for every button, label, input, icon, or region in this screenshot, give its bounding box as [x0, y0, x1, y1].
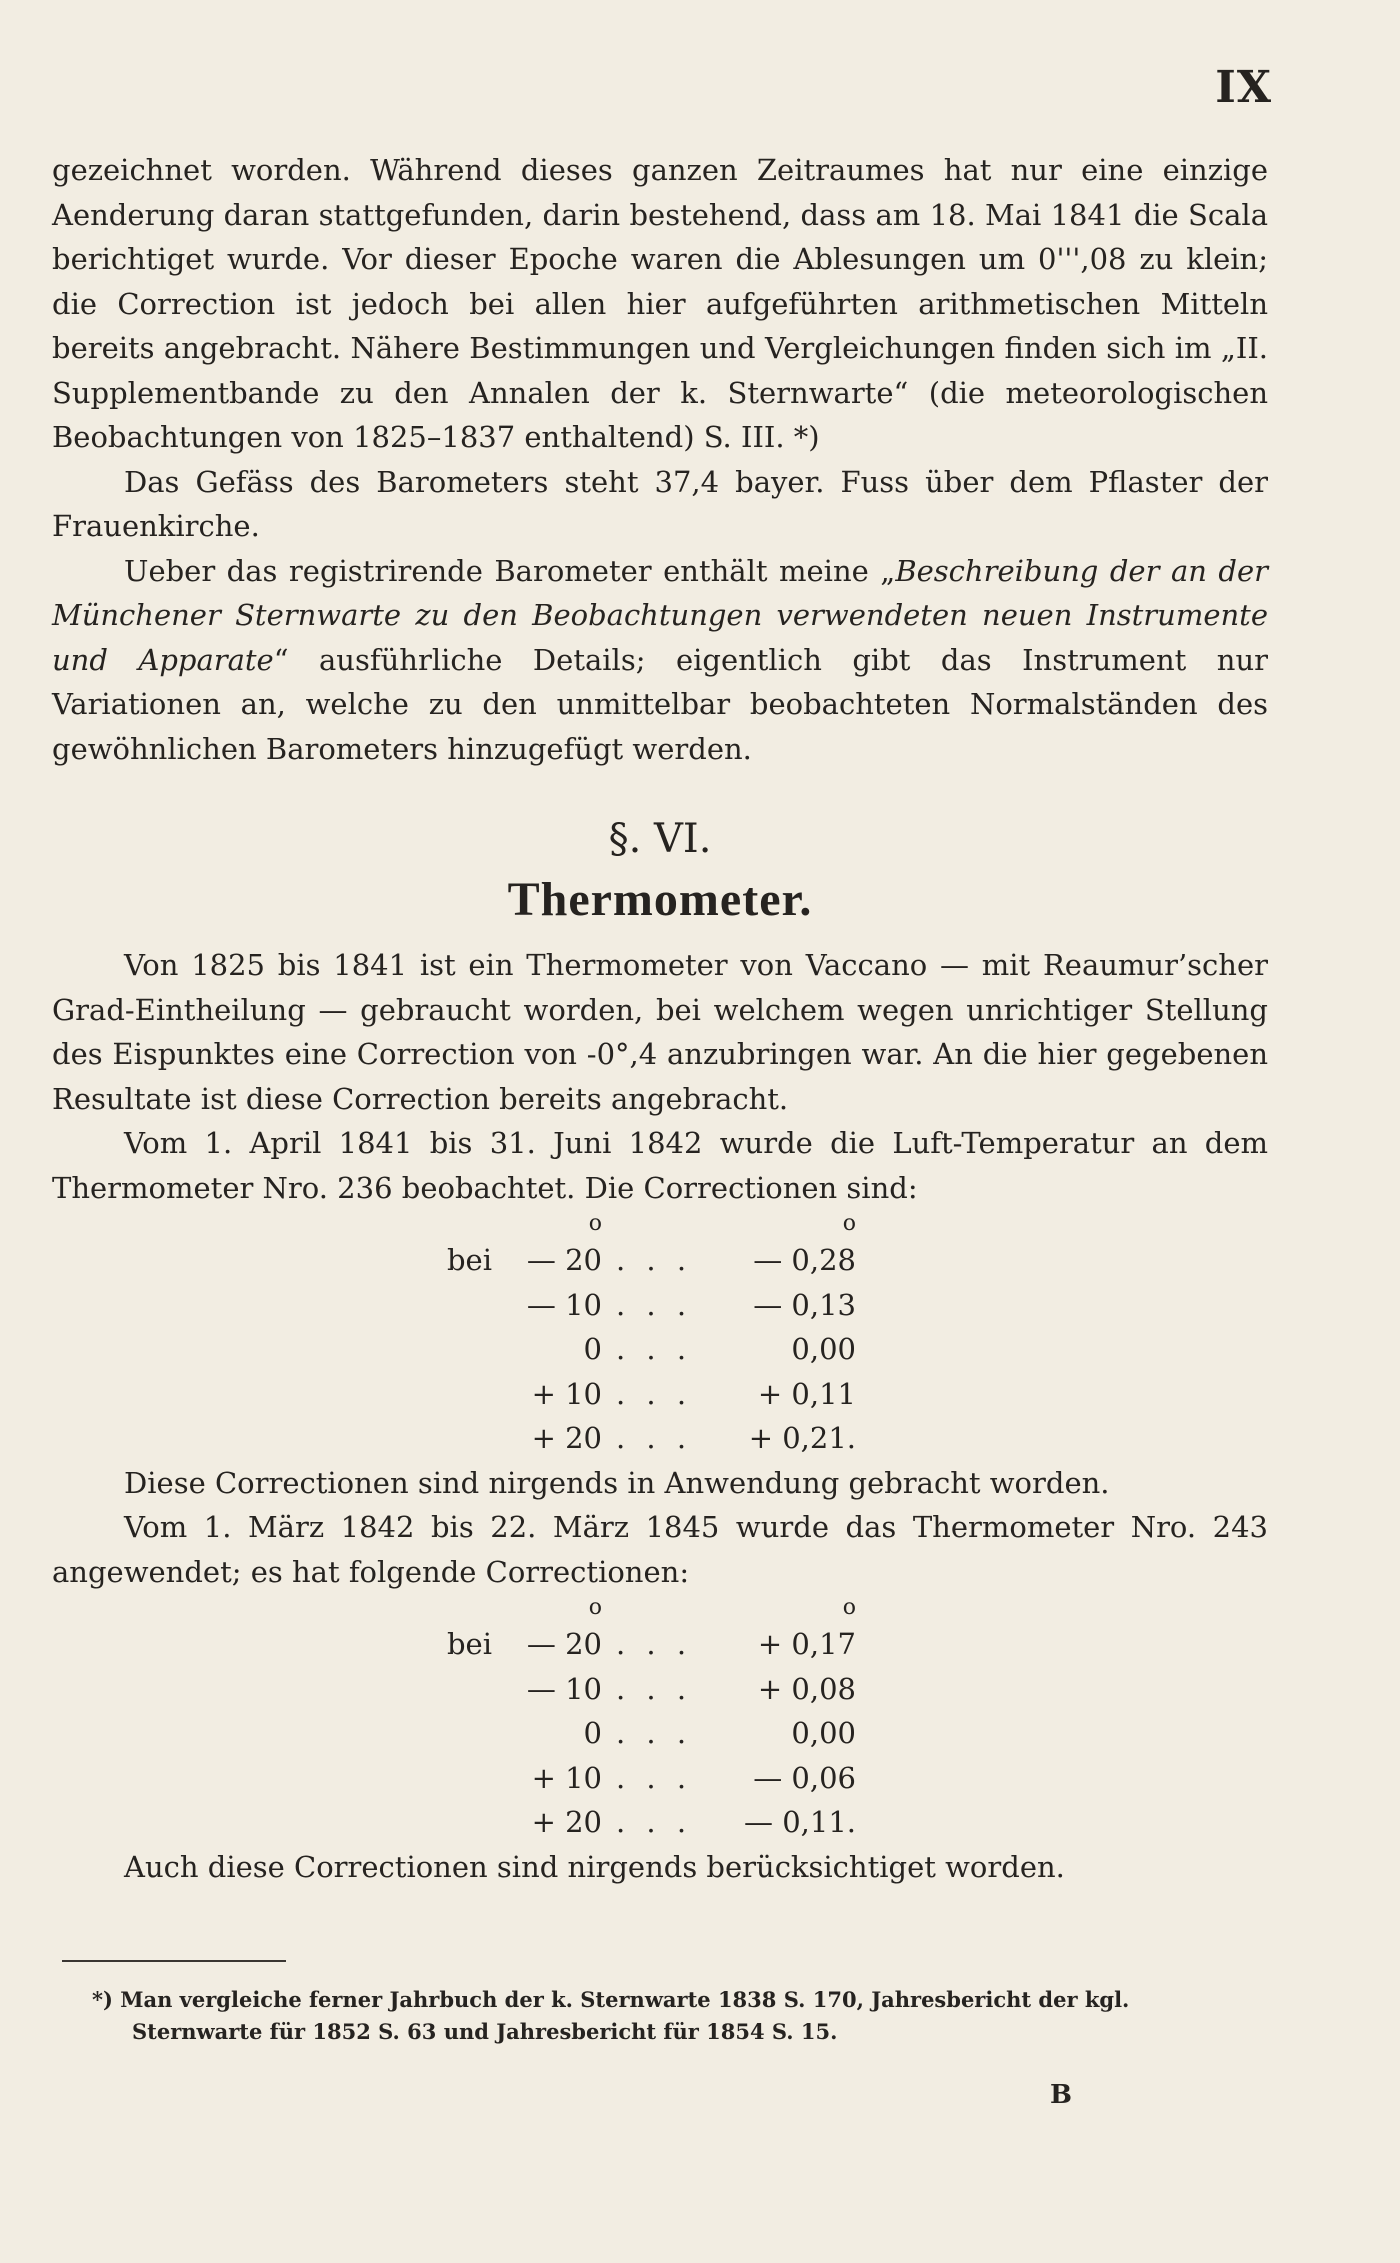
section-title: Thermometer. — [507, 873, 813, 926]
row-prefix — [430, 1283, 502, 1328]
row-temperature: — 20 — [526, 1243, 602, 1277]
section-heading — [52, 809, 1268, 931]
row-correction: 0,00 — [791, 1332, 856, 1366]
leader-dots: . . . — [615, 1332, 693, 1366]
leader-dots: . . . — [615, 1287, 693, 1322]
row-correction: — 0,06 — [753, 1760, 856, 1795]
row-temperature: 0 — [583, 1716, 602, 1750]
row-correction: — 0,11. — [743, 1805, 856, 1839]
leader-dots: . . . — [615, 1716, 693, 1750]
row-prefix — [430, 1711, 502, 1756]
paragraph-text: “ ausführliche Details; eigentlich gibt das Instrument nur Variationen an, welche zu den unmittelbar beobachteten Normalständen des gewöhnlichen Barometers hinzugefügt werden. — [52, 642, 1268, 766]
row-temperature: — 10 — [526, 1671, 602, 1706]
paragraph-registering-barometer — [52, 549, 1268, 772]
paragraph-text: Ueber das registrirende Barometer enthält meine „ — [124, 553, 896, 588]
row-prefix — [430, 1800, 502, 1845]
table-row — [430, 1416, 856, 1461]
paragraph-vaccano-thermometer: Von 1825 bis 1841 ist ein Thermometer von Vaccano — mit Reaumur’scher Grad-Eintheilung — gebraucht worden, bei welchem wegen unrichtiger Stellung des Eispunktes eine Correction von -0°,4 anzubringen war. An die hier gegebenen Resultate ist diese Correction bereits angebracht. — [52, 948, 1268, 1116]
signature-mark: B — [1050, 2080, 1072, 2110]
table-row — [430, 1327, 856, 1372]
table-row — [430, 1372, 856, 1417]
table-row — [430, 1800, 856, 1845]
degree-mark: o — [842, 1211, 856, 1236]
row-correction: 0,00 — [791, 1716, 856, 1750]
degree-mark: o — [588, 1595, 602, 1620]
main-text — [52, 148, 1268, 1889]
leader-dots: . . . — [615, 1421, 693, 1455]
paragraph-thermometer-236: Vom 1. April 1841 bis 31. Juni 1842 wurde die Luft-Temperatur an dem Thermometer Nro. 236 beobachtet. Die Correctionen sind: — [52, 1126, 1268, 1205]
table-row — [430, 1283, 856, 1328]
row-prefix: bei — [446, 1243, 492, 1277]
paragraph-barometer-height: Das Gefäss des Barometers steht 37,4 bayer. Fuss über dem Pflaster der Frauenkirche. — [52, 464, 1268, 543]
table-row — [430, 1667, 856, 1712]
row-prefix — [430, 1416, 502, 1461]
footnote — [52, 1984, 1268, 2048]
row-temperature: — 20 — [526, 1627, 602, 1661]
leader-dots: . . . — [615, 1376, 693, 1411]
row-prefix — [430, 1756, 502, 1801]
row-prefix — [430, 1667, 502, 1712]
leader-dots: . . . — [615, 1805, 693, 1839]
corrections-table-243 — [430, 1594, 856, 1845]
row-temperature: 0 — [583, 1332, 602, 1366]
table-row — [430, 1238, 856, 1283]
row-temperature: + 10 — [531, 1760, 602, 1795]
row-correction: + 0,17 — [757, 1627, 856, 1661]
row-prefix: bei — [446, 1627, 492, 1661]
paragraph-not-considered: Auch diese Correctionen sind nirgends berücksichtiget worden. — [124, 1849, 1065, 1884]
row-temperature: + 10 — [531, 1376, 602, 1411]
paragraph-barometer-scale: gezeichnet worden. Während dieses ganzen Zeitraumes hat nur eine einzige Aenderung daran stattgefunden, darin bestehend, dass am 18. Mai 1841 die Scala berichtiget wurde. Vor dieser Epoche waren die Ablesungen um 0''',08 zu klein; die Correction ist jedoch bei allen hier aufgeführten arithmetischen Mitteln bereits angebracht. Nähere Bestimmungen und Vergleichungen finden sich im „II. Supplementbande zu den Annalen der k. Sternwarte“ (die meteorologischen Beobachtungen von 1825–1837 enthaltend) S. III. *) — [52, 153, 1268, 454]
row-prefix — [430, 1327, 502, 1372]
footnote-rule — [62, 1960, 286, 1962]
degree-row — [430, 1594, 856, 1622]
paragraph-thermometer-243: Vom 1. März 1842 bis 22. März 1845 wurde das Thermometer Nro. 243 angewendet; es hat folgende Correctionen: — [52, 1510, 1268, 1589]
section-number: §. VI. — [608, 816, 712, 862]
row-correction: + 0,21. — [748, 1421, 856, 1455]
row-correction: — 0,13 — [753, 1287, 856, 1322]
corrections-table-236 — [430, 1210, 856, 1461]
row-prefix — [430, 1372, 502, 1417]
table-row — [430, 1711, 856, 1756]
degree-mark: o — [588, 1211, 602, 1236]
row-temperature: + 20 — [531, 1421, 602, 1455]
row-temperature: — 10 — [526, 1287, 602, 1322]
row-temperature: + 20 — [531, 1805, 602, 1839]
leader-dots: . . . — [615, 1760, 693, 1795]
table-row — [430, 1622, 856, 1667]
leader-dots: . . . — [615, 1627, 693, 1661]
leader-dots: . . . — [615, 1243, 693, 1277]
paragraph-not-applied: Diese Correctionen sind nirgends in Anwendung gebracht worden. — [124, 1465, 1110, 1500]
footnote-mark: *) — [92, 1987, 113, 2012]
row-correction: + 0,08 — [757, 1671, 856, 1706]
cited-work-title: Beschreibung der an der Münchener Sternwarte zu den Beobachtungen verwendeten neuen Instrumente und Apparate — [52, 553, 1268, 677]
table-row — [430, 1756, 856, 1801]
degree-mark: o — [842, 1595, 856, 1620]
degree-row — [430, 1210, 856, 1238]
row-correction: + 0,11 — [757, 1376, 856, 1411]
footnote-text: Sternwarte für 1852 S. 63 und Jahresbericht für 1854 S. 15. — [132, 2019, 838, 2044]
footnote-text: Man vergleiche ferner Jahrbuch der k. Sternwarte 1838 S. 170, Jahresbericht der kgl. — [120, 1987, 1130, 2012]
leader-dots: . . . — [615, 1671, 693, 1706]
page-number: IX — [1215, 62, 1272, 113]
row-correction: — 0,28 — [753, 1243, 856, 1277]
